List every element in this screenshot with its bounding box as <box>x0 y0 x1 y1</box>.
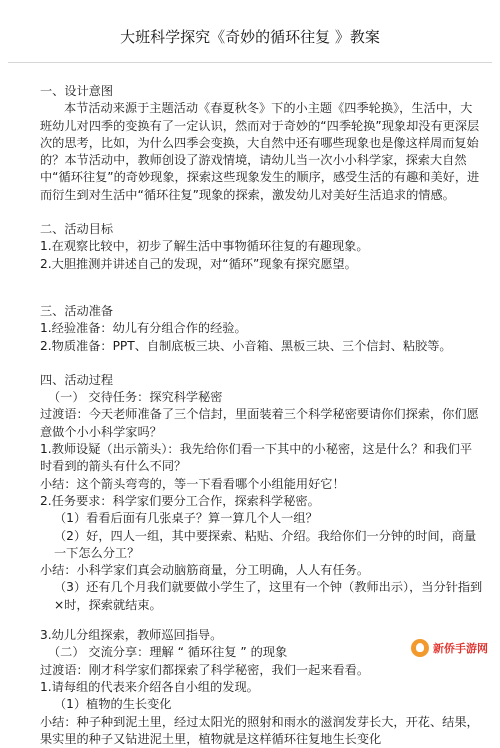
section-heading-process: 四、活动过程 <box>40 372 484 389</box>
transition-text: 过渡语：今天老师准备了三个信封，里面装着三个科学秘密要请你们探索，你们愿意做个小小科学家吗？ <box>40 406 484 441</box>
document-title: 大班科学探究《奇妙的循环往复 》教案 <box>0 26 500 47</box>
summary-text: 小结：种子种到泥土里，经过太阳光的照射和雨水的滋润发芽长大，开花、结果，果实里的种子又钻进泥土里，植物就是这样循环往复地生长变化 <box>40 714 484 748</box>
title-divider <box>8 62 492 63</box>
transition-text: 过渡语：刚才科学家们都探索了科学秘密，我们一起来看看。 <box>40 662 484 679</box>
preparation-item: 1.经验准备：幼儿有分组合作的经验。 <box>40 320 484 337</box>
watermark-text: 新侨手游网 <box>433 640 488 656</box>
goal-item: 1.在观察比较中，初步了解生活中事物循环往复的有趣现象。 <box>40 238 484 255</box>
design-intent-paragraph: 本节活动来源于主题活动《春夏秋冬》下的小主题《四季轮换》，生活中，大班幼儿对四季的变换有了一定认识，然而对于奇妙的“四季轮换”现象却没有更深层次的思考，比如，为什么四季会变换，大自然中还有哪些现象也是像这样周而复始的？本节活动中，教师创设了游戏情境，请幼儿当一次小小科学家，探索大自然中“循环往复”的奇妙现象，探索这些现象发生的顺序，感受生活的有趣和美好，进而衍生到对生活中“循环往复”现象的探索，激发幼儿对美好生活追求的情感。 <box>40 100 484 204</box>
preparation-item: 2.物质准备：PPT、自制底板三块、小音箱、黑板三块、三个信封、粘胶等。 <box>40 338 484 355</box>
process-step: 2.任务要求：科学家们要分工合作，探索科学秘密。 <box>40 493 484 510</box>
sub-question: （1）植物的生长变化 <box>40 696 484 713</box>
sub-question: （2）好，四人一组，其中要探索、粘贴、介绍。我给你们一分钟的时间，商量一下怎么分工？ <box>40 528 484 563</box>
process-step: 1.教师设疑（出示箭头）：我先给你们看一下其中的小秘密，这是什么？和我们平时看到的箭头有什么不同？ <box>40 441 484 476</box>
sub-question: （3）还有几个月我们就要做小学生了，这里有一个钟（教师出示），当分针指到×时，探索就结束。 <box>40 579 484 614</box>
site-watermark <box>408 637 494 659</box>
section-heading-preparation: 三、活动准备 <box>40 303 484 320</box>
process-part-heading: （一） 交待任务：探究科学秘密 <box>40 389 484 406</box>
site-logo-icon <box>411 639 429 657</box>
goal-item: 2.大胆推测并讲述自己的发现，对“循环”现象有探究愿望。 <box>40 256 484 273</box>
summary-text: 小结：这个箭头弯弯的，等一下看看哪个小组能用好它！ <box>40 476 484 493</box>
section-heading-design-intent: 一、设计意图 <box>40 83 484 100</box>
summary-text: 小结：小科学家们真会动脑筋商量，分工明确，人人有任务。 <box>40 562 484 579</box>
process-step: 3.幼儿分组探索，教师巡回指导。 <box>40 627 484 644</box>
sub-question: （1）看看后面有几张桌子？算一算几个人一组？ <box>40 510 484 527</box>
process-part-heading: （二） 交流分享：理解 “ 循环往复 ” 的现象 <box>40 644 484 661</box>
process-step: 1.请每组的代表来介绍各自小组的发现。 <box>40 679 484 696</box>
section-heading-goals: 二、活动目标 <box>40 221 484 238</box>
